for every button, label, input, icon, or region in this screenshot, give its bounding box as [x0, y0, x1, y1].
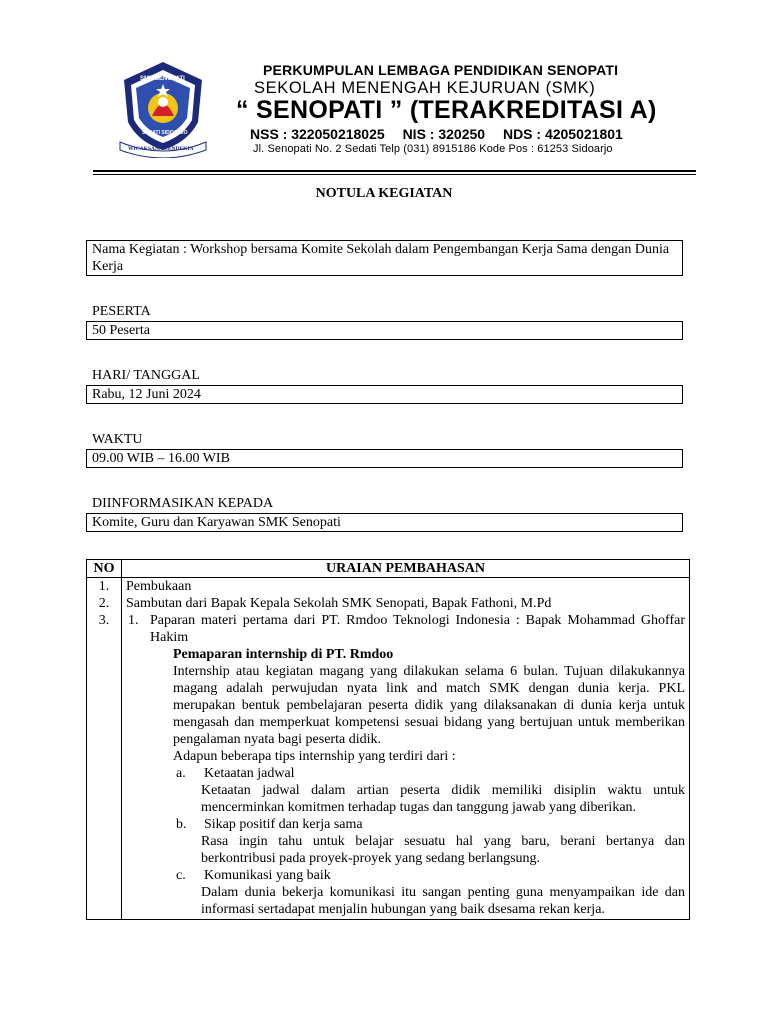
time-label: WAKTU: [92, 432, 143, 447]
discussion-table: [86, 559, 690, 920]
row-number: 2.: [87, 595, 122, 612]
tip-title: Sikap positif dan kerja sama: [204, 817, 363, 832]
school-logo: [116, 58, 210, 158]
participants-label: PESERTA: [92, 304, 151, 319]
presentation-item: [126, 612, 685, 646]
table-row: [87, 595, 690, 612]
table-header-row: [87, 560, 690, 578]
svg-text:SMK SENOPATI: SMK SENOPATI: [140, 76, 185, 82]
time-box: 09.00 WIB – 16.00 WIB: [86, 449, 683, 468]
tip-letter: a.: [176, 766, 186, 781]
paragraph-2: Adapun beberapa tips internship yang terdiri dari :: [173, 749, 456, 764]
tip-item: [173, 816, 685, 833]
tip-title: Komunikasi yang baik: [204, 868, 331, 883]
row-number: 3.: [87, 612, 122, 920]
tips-list: [126, 765, 685, 918]
school-name: “ SENOPATI ” (TERAKREDITASI A): [236, 96, 657, 124]
column-header-uraian: URAIAN PEMBAHASAN: [122, 560, 690, 578]
activity-name-box: Nama Kegiatan : Workshop bersama Komite Sekolah dalam Pengembangan Kerja Sama dengan Dunia Kerja: [86, 240, 683, 276]
paragraph-1: Internship atau kegiatan magang yang dilakukan selama 6 bulan. Tujuan dilakukannya magang adalah perwujudan nyata link and match SMK dengan dunia kerja. PKL merupakan bentuk pembelajaran peserta didik yang dilaksanakan di dunia kerja untuk mengasah dan memperkuat kompetensi sesuai bidang yang bertujuan untuk memberikan pengalaman nyata bagi peserta didik.: [173, 664, 685, 747]
school-type: SEKOLAH MENENGAH KEJURUAN (SMK): [254, 79, 596, 97]
svg-text:SEDATI SIDOARJO: SEDATI SIDOARJO: [142, 130, 188, 136]
table-row: [87, 612, 690, 920]
nss-number: NSS : 322050218025: [250, 126, 385, 142]
participants-box: 50 Peserta: [86, 321, 683, 340]
date-label: HARI/ TANGGAL: [92, 368, 200, 383]
header-divider-thin: [93, 174, 696, 175]
svg-text:WICAKSANA CENDEKIA: WICAKSANA CENDEKIA: [128, 146, 194, 152]
item-text: Paparan materi pertama dari PT. Rmdoo Teknologi Indonesia : Bapak Mohammad Ghoffar Hakim: [150, 613, 685, 645]
school-ids: [250, 126, 637, 142]
tip-body: Ketaatan jadwal dalam artian peserta didik memiliki disiplin waktu untuk mencerminkan komitmen terhadap tugas dan tanggung jawab yang diberikan.: [201, 783, 685, 815]
section-subtitle: Pemaparan internship di PT. Rmdoo: [173, 647, 394, 662]
date-box: Rabu, 12 Juni 2024: [86, 385, 683, 404]
document-title: NOTULA KEGIATAN: [315, 186, 453, 201]
row-number: 1.: [87, 578, 122, 596]
tip-letter: c.: [176, 868, 186, 883]
nds-number: NDS : 4205021801: [502, 126, 623, 142]
organization-name: PERKUMPULAN LEMBAGA PENDIDIKAN SENOPATI: [263, 62, 619, 78]
tip-item: [173, 867, 685, 884]
column-header-no: NO: [87, 560, 122, 578]
header-divider: [93, 170, 696, 172]
item-number: 1.: [128, 613, 139, 628]
row-text: Pembukaan: [122, 578, 690, 596]
informed-label: DIINFORMASIKAN KEPADA: [92, 496, 274, 511]
table-row: [87, 578, 690, 596]
row-content: [122, 612, 690, 920]
nis-number: NIS : 320250: [402, 126, 486, 142]
tip-body: Rasa ingin tahu untuk belajar sesuatu hal yang baru, berani bertanya dan berkontribusi pada proyek-proyek yang sedang berlangsung.: [201, 834, 685, 866]
tip-item: [173, 765, 685, 782]
tip-letter: b.: [176, 817, 187, 832]
school-address: Jl. Senopati No. 2 Sedati Telp (031) 8915186 Kode Pos : 61253 Sidoarjo: [253, 143, 613, 155]
tip-title: Ketaatan jadwal: [204, 766, 295, 781]
tip-body: Dalam dunia bekerja komunikasi itu sangan penting guna menyampaikan ide dan informasi sertadapat menjalin hubungan yang baik dsesama rekan kerja.: [201, 885, 685, 917]
informed-box: Komite, Guru dan Karyawan SMK Senopati: [86, 513, 683, 532]
row-text: Sambutan dari Bapak Kepala Sekolah SMK Senopati, Bapak Fathoni, M.Pd: [122, 595, 690, 612]
